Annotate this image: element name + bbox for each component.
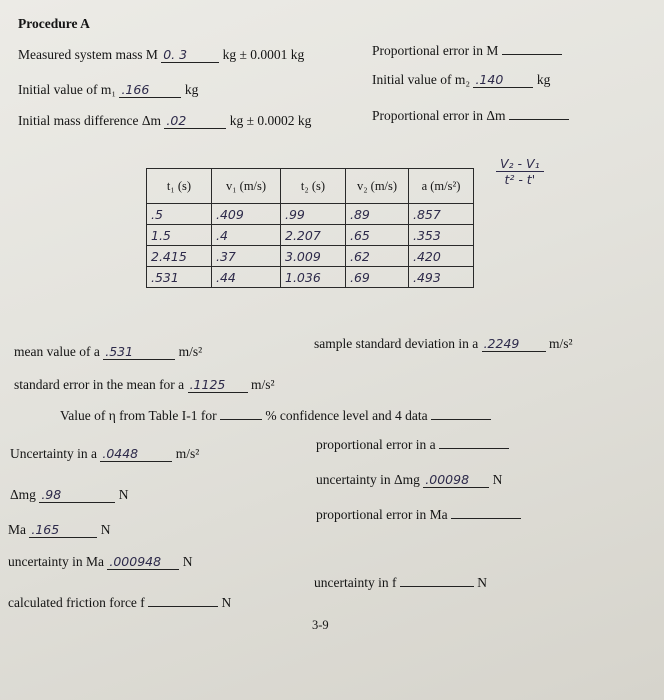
uncert-dmg-row	[316, 472, 502, 488]
delta-m-label: Initial mass difference Δm	[18, 113, 162, 128]
m2-row	[372, 72, 550, 88]
cell-v2[interactable]: .62	[346, 246, 409, 267]
cell-t2[interactable]: .99	[281, 204, 346, 225]
prop-error-ma-label: proportional error in Ma	[316, 507, 448, 522]
eta-value-blank[interactable]	[431, 407, 491, 420]
uncert-dmg-label: uncertainty in Δmg	[316, 472, 420, 487]
prop-error-a-row	[316, 436, 509, 453]
friction-unit: N	[221, 595, 232, 610]
uncert-f-unit: N	[477, 575, 487, 590]
page-number: 3-9	[312, 618, 329, 632]
eta-row	[60, 407, 491, 424]
cell-v1[interactable]: .37	[212, 246, 281, 267]
header-v2: v₂ (m/s)	[346, 169, 409, 204]
std-dev-value[interactable]: .2249	[482, 336, 546, 352]
uncert-dmg-value[interactable]: .00098	[423, 472, 489, 488]
ma-label: Ma	[8, 522, 26, 537]
delta-m-row	[18, 113, 311, 129]
uncert-f-blank[interactable]	[400, 574, 474, 587]
system-mass-value[interactable]: 0. 3	[161, 47, 219, 63]
table-row	[147, 267, 474, 288]
cell-v2[interactable]: .65	[346, 225, 409, 246]
m2-value[interactable]: .140	[473, 72, 533, 88]
friction-blank[interactable]	[148, 594, 218, 607]
prop-error-ma-row	[316, 506, 521, 523]
table-header-row	[147, 169, 474, 204]
cell-t2[interactable]: 1.036	[281, 267, 346, 288]
uncert-a-row	[10, 446, 199, 462]
uncert-ma-unit: N	[182, 554, 193, 569]
std-error-row	[14, 377, 275, 393]
prop-error-dm-row	[372, 107, 569, 124]
cell-v2[interactable]: .89	[346, 204, 409, 225]
dmg-label: Δmg	[10, 487, 36, 502]
uncert-dmg-unit: N	[492, 472, 503, 487]
m1-label: Initial value of m₁	[18, 82, 117, 97]
cell-v1[interactable]: .4	[212, 225, 281, 246]
delta-m-value[interactable]: .02	[164, 113, 226, 129]
cell-t1[interactable]: 2.415	[147, 246, 212, 267]
eta-label: Value of η from Table I-1 for	[60, 408, 217, 423]
mean-a-unit: m/s²	[178, 344, 203, 359]
m2-suffix: kg	[536, 72, 551, 87]
uncert-ma-value[interactable]: .000948	[107, 554, 179, 570]
uncert-a-label: Uncertainty in a	[10, 446, 97, 461]
formula-numerator: V₂ - V₁	[496, 156, 544, 172]
formula-denominator: t² - t'	[504, 172, 536, 187]
std-error-value[interactable]: .1125	[188, 377, 248, 393]
m1-suffix: kg	[184, 82, 199, 97]
uncert-a-unit: m/s²	[175, 446, 200, 461]
cell-v2[interactable]: .69	[346, 267, 409, 288]
mean-a-value[interactable]: .531	[103, 344, 175, 360]
eta-suffix: % confidence level and 4 data	[265, 408, 428, 423]
prop-error-a-blank[interactable]	[439, 436, 509, 449]
dmg-row	[10, 487, 128, 503]
m2-label: Initial value of m₂	[372, 72, 471, 87]
handwritten-formula-note	[496, 156, 544, 187]
ma-row	[8, 522, 111, 538]
dmg-unit: N	[118, 487, 129, 502]
delta-m-suffix: kg ± 0.0002 kg	[229, 113, 312, 128]
cell-a[interactable]: .353	[409, 225, 474, 246]
std-dev-row	[314, 336, 573, 352]
mean-a-label: mean value of a	[14, 344, 100, 359]
prop-error-a-label: proportional error in a	[316, 437, 436, 452]
prop-error-m-label: Proportional error in M	[372, 43, 499, 58]
cell-a[interactable]: .493	[409, 267, 474, 288]
std-error-unit: m/s²	[250, 377, 275, 392]
uncert-f-row	[314, 574, 487, 591]
cell-t1[interactable]: .5	[147, 204, 212, 225]
uncert-a-value[interactable]: .0448	[100, 446, 172, 462]
uncert-ma-label: uncertainty in Ma	[8, 554, 104, 569]
cell-v1[interactable]: .44	[212, 267, 281, 288]
eta-blank[interactable]	[220, 407, 262, 420]
m1-value[interactable]: .166	[119, 82, 181, 98]
system-mass-row	[18, 47, 304, 63]
mean-a-row	[14, 344, 202, 360]
std-dev-unit: m/s²	[548, 336, 573, 351]
prop-error-dm-label: Proportional error in Δm	[372, 108, 506, 123]
cell-t2[interactable]: 2.207	[281, 225, 346, 246]
cell-a[interactable]: .857	[409, 204, 474, 225]
measurement-table	[146, 168, 474, 288]
uncert-f-label: uncertainty in f	[314, 575, 397, 590]
ma-value[interactable]: .165	[29, 522, 97, 538]
table-row	[147, 225, 474, 246]
uncert-ma-row	[8, 554, 192, 570]
friction-row	[8, 594, 231, 611]
header-v1: v₁ (m/s)	[212, 169, 281, 204]
table-row	[147, 246, 474, 267]
prop-error-m-blank[interactable]	[502, 42, 562, 55]
friction-label: calculated friction force f	[8, 595, 145, 610]
table-row	[147, 204, 474, 225]
cell-a[interactable]: .420	[409, 246, 474, 267]
procedure-title: Procedure A	[18, 16, 90, 31]
cell-t1[interactable]: 1.5	[147, 225, 212, 246]
prop-error-ma-blank[interactable]	[451, 506, 521, 519]
header-t2: t₂ (s)	[281, 169, 346, 204]
cell-t1[interactable]: .531	[147, 267, 212, 288]
system-mass-suffix: kg ± 0.0001 kg	[222, 47, 305, 62]
prop-error-dm-blank[interactable]	[509, 107, 569, 120]
header-a: a (m/s²)	[409, 169, 474, 204]
header-t1: t₁ (s)	[147, 169, 212, 204]
std-error-label: standard error in the mean for a	[14, 377, 185, 392]
system-mass-label: Measured system mass M	[18, 47, 158, 62]
dmg-value[interactable]: .98	[39, 487, 115, 503]
cell-t2[interactable]: 3.009	[281, 246, 346, 267]
std-dev-label: sample standard deviation in a	[314, 336, 479, 351]
cell-v1[interactable]: .409	[212, 204, 281, 225]
ma-unit: N	[100, 522, 111, 537]
m1-row	[18, 82, 198, 98]
prop-error-m-row	[372, 42, 562, 59]
